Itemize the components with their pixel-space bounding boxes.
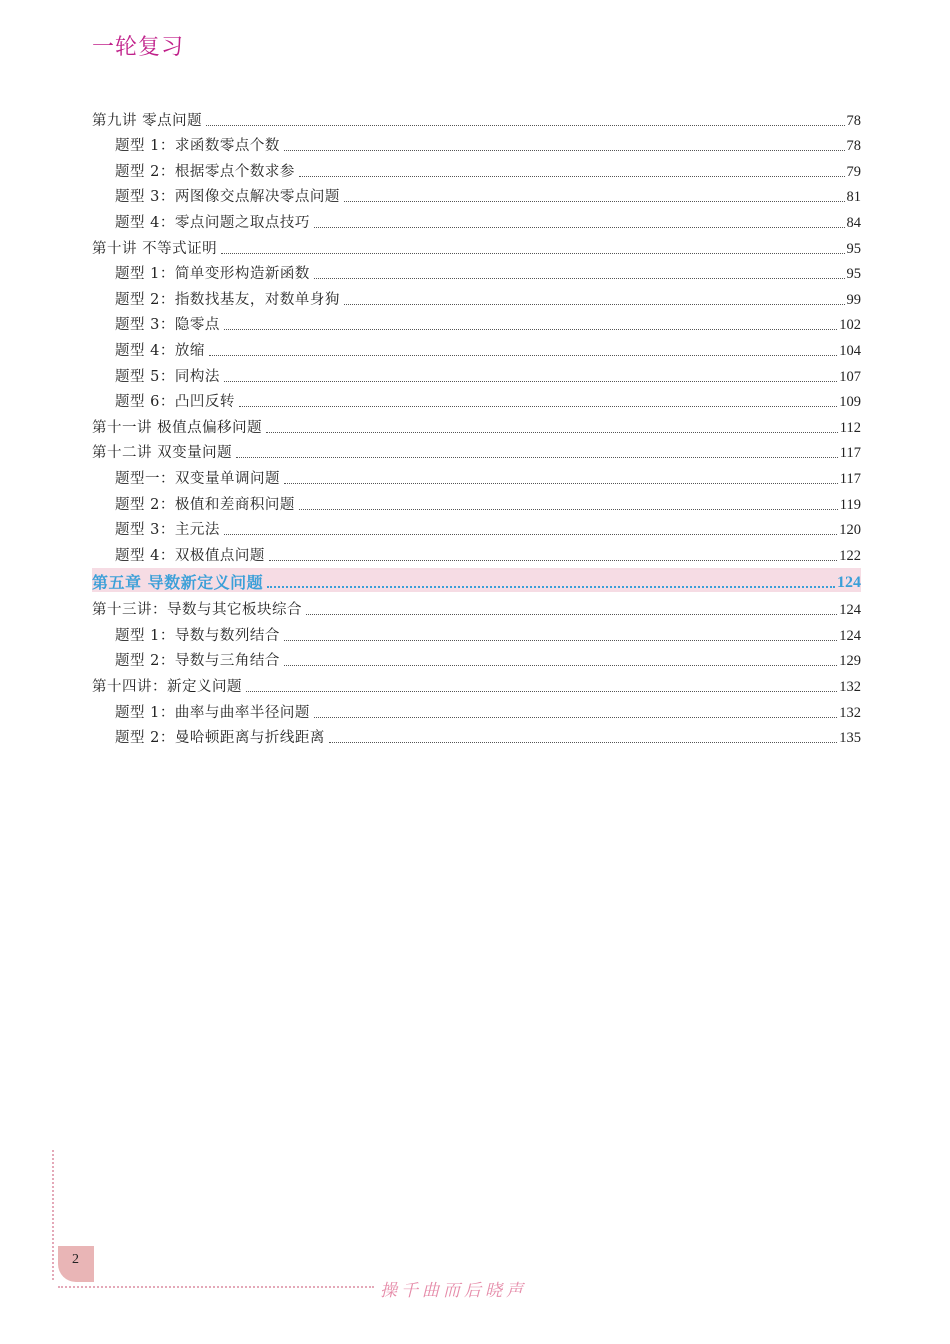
toc-subentry[interactable] — [92, 722, 861, 748]
toc-entry-label: 题型 2：曼哈顿距离与折线距离 — [115, 730, 325, 747]
toc-leader-dots — [239, 406, 837, 407]
toc-entry-label: 题型 3：主元法 — [115, 522, 220, 539]
toc-subentry[interactable] — [92, 334, 861, 360]
toc-entry-label: 题型 4：放缩 — [115, 342, 205, 359]
toc-entry-page: 117 — [839, 470, 861, 487]
toc-entry-label: 题型 1：简单变形构造新函数 — [115, 266, 310, 283]
toc-leader-dots — [306, 614, 837, 615]
toc-entry-label: 题型 2：根据零点个数求参 — [115, 163, 295, 180]
toc-entry-page: 124 — [839, 602, 861, 619]
toc-entry-page: 81 — [846, 189, 861, 206]
toc-subentry[interactable] — [92, 206, 861, 232]
toc-entry-page: 129 — [839, 653, 861, 670]
toc-subentry[interactable] — [92, 181, 861, 207]
toc-leader-dots — [284, 665, 837, 666]
toc-entry-label: 题型 4：零点问题之取点技巧 — [115, 214, 310, 231]
toc-leader-dots — [284, 150, 845, 151]
footer-slogan: 操千曲而后晓声 — [380, 1281, 527, 1301]
toc-subentry[interactable] — [92, 155, 861, 181]
toc-leader-dots — [284, 483, 838, 484]
toc-entry-label: 题型 2：极值和差商积问题 — [115, 496, 295, 513]
decorative-dotted-line — [52, 1150, 54, 1280]
running-header-title: 一轮复习 — [92, 35, 185, 60]
toc-entry-page: 104 — [839, 342, 861, 359]
toc-entry-page: 99 — [846, 291, 861, 308]
toc-entry-page: 135 — [839, 730, 861, 747]
toc-leader-dots — [284, 640, 837, 641]
toc-leader-dots — [314, 278, 845, 279]
toc-subentry[interactable] — [92, 309, 861, 335]
toc-entry-page: 124 — [837, 573, 861, 591]
toc-entry-label: 题型 6：凸凹反转 — [115, 394, 235, 411]
toc-lecture-entry[interactable] — [92, 232, 861, 258]
toc-leader-dots — [236, 457, 838, 458]
toc-lecture-entry[interactable] — [92, 594, 861, 620]
toc-entry-page: 95 — [846, 240, 861, 257]
toc-entry-page: 117 — [839, 445, 861, 462]
toc-entry-page: 79 — [846, 163, 861, 180]
toc-entry-page: 124 — [839, 627, 861, 644]
toc-entry-page: 78 — [846, 112, 861, 129]
toc-leader-dots — [344, 304, 845, 305]
toc-leader-dots — [299, 176, 845, 177]
toc-leader-dots — [314, 717, 837, 718]
toc-entry-page: 132 — [839, 704, 861, 721]
toc-leader-dots — [224, 329, 837, 330]
toc-leader-dots — [224, 381, 837, 382]
toc-entry-page: 112 — [839, 419, 861, 436]
toc-entry-page: 119 — [839, 496, 861, 513]
toc-entry-label: 题型一：双变量单调问题 — [115, 470, 280, 487]
toc-entry-label: 题型 5：同构法 — [115, 368, 220, 385]
toc-leader-dots — [206, 125, 844, 126]
toc-entry-label: 题型 2：导数与三角结合 — [115, 653, 280, 670]
toc-entry-label: 题型 3：隐零点 — [115, 317, 220, 334]
toc-subentry[interactable] — [92, 130, 861, 156]
toc-leader-dots — [266, 432, 838, 433]
toc-entry-page: 120 — [839, 522, 861, 539]
toc-leader-dots — [224, 534, 837, 535]
toc-entry-page: 109 — [839, 394, 861, 411]
toc-subentry[interactable] — [92, 462, 861, 488]
decorative-dotted-line-bottom — [58, 1286, 374, 1288]
toc-entry-label: 题型 1：曲率与曲率半径问题 — [115, 704, 310, 721]
toc-entry-label: 题型 4：双极值点问题 — [115, 547, 265, 564]
toc-entry-page: 95 — [846, 266, 861, 283]
toc-lecture-entry[interactable] — [92, 437, 861, 463]
toc-entry-label: 第十二讲 双变量问题 — [92, 445, 233, 462]
toc-subentry[interactable] — [92, 619, 861, 645]
toc-leader-dots — [246, 691, 837, 692]
toc-leader-dots — [221, 253, 844, 254]
toc-entry-page: 107 — [839, 368, 861, 385]
toc-subentry[interactable] — [92, 258, 861, 284]
toc-entry-label: 题型 1：导数与数列结合 — [115, 627, 280, 644]
toc-entry-label: 第九讲 零点问题 — [92, 112, 203, 129]
page-number: 2 — [72, 1252, 79, 1267]
toc-entry-label: 第十一讲 极值点偏移问题 — [92, 419, 263, 436]
toc-leader-dots — [329, 742, 837, 743]
toc-subentry[interactable] — [92, 360, 861, 386]
toc-entry-page: 132 — [839, 679, 861, 696]
toc-subentry[interactable] — [92, 696, 861, 722]
toc-subentry[interactable] — [92, 514, 861, 540]
table-of-contents — [92, 104, 861, 747]
toc-subentry[interactable] — [92, 283, 861, 309]
toc-leader-dots — [267, 586, 835, 588]
toc-entry-label: 第十四讲：新定义问题 — [92, 679, 242, 696]
toc-entry-label: 第五章 导数新定义问题 — [92, 572, 264, 592]
toc-entry-label: 题型 2：指数找基友，对数单身狗 — [115, 291, 340, 308]
toc-lecture-entry[interactable] — [92, 411, 861, 437]
toc-lecture-entry[interactable] — [92, 670, 861, 696]
toc-leader-dots — [344, 201, 845, 202]
toc-entry-label: 题型 1：求函数零点个数 — [115, 138, 280, 155]
toc-leader-dots — [314, 227, 845, 228]
toc-chapter-entry[interactable] — [92, 568, 861, 592]
toc-entry-page: 102 — [839, 317, 861, 334]
toc-leader-dots — [299, 509, 838, 510]
toc-subentry[interactable] — [92, 539, 861, 565]
toc-entry-page: 122 — [839, 547, 861, 564]
toc-leader-dots — [269, 560, 837, 561]
toc-subentry[interactable] — [92, 386, 861, 412]
toc-entry-label: 题型 3：两图像交点解决零点问题 — [115, 189, 340, 206]
toc-lecture-entry[interactable] — [92, 104, 861, 130]
toc-leader-dots — [209, 355, 837, 356]
toc-entry-page: 78 — [846, 138, 861, 155]
toc-entry-label: 第十讲 不等式证明 — [92, 240, 218, 257]
toc-entry-page: 84 — [846, 214, 861, 231]
toc-subentry[interactable] — [92, 488, 861, 514]
toc-entry-label: 第十三讲：导数与其它板块综合 — [92, 602, 302, 619]
toc-subentry[interactable] — [92, 645, 861, 671]
